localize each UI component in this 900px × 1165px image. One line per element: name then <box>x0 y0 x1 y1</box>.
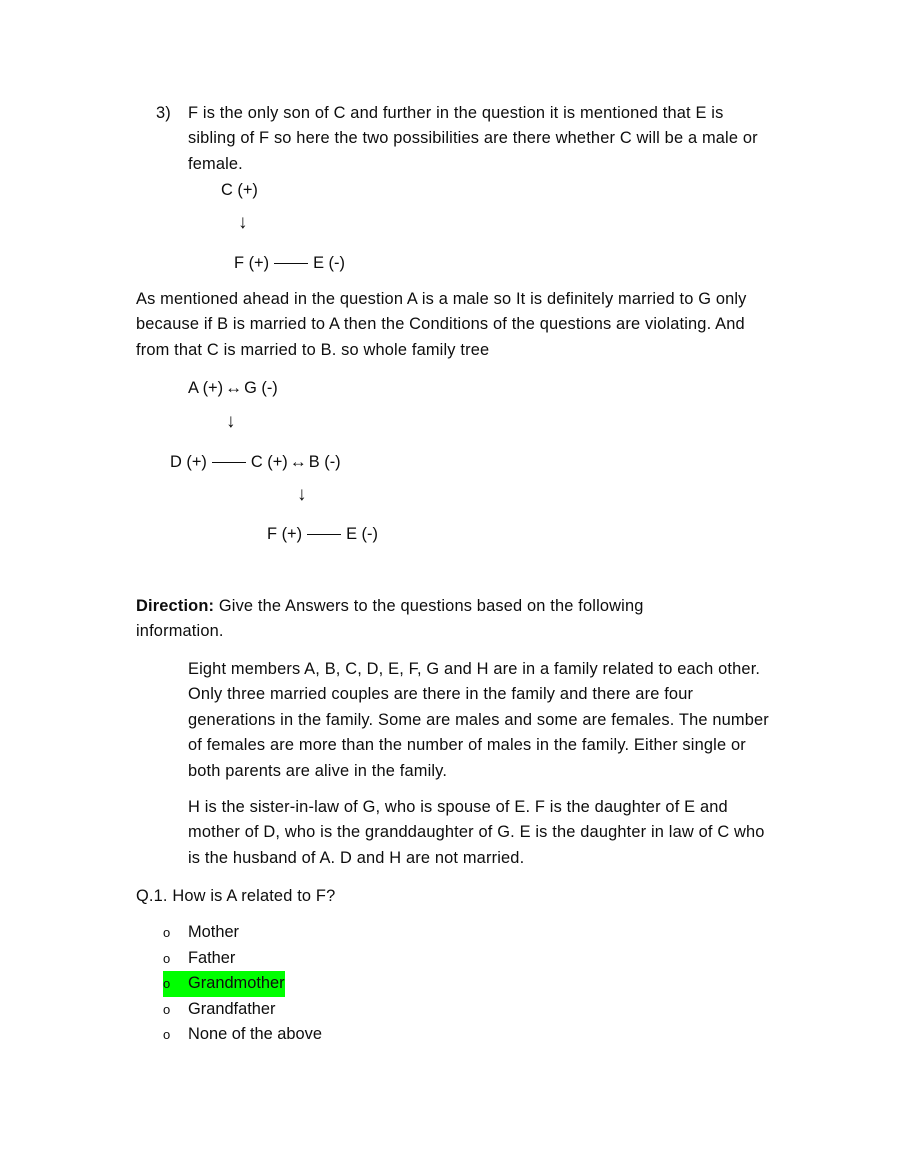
answer-option-grandfather[interactable] <box>163 997 563 1023</box>
arrow-down-glyph: ↓ <box>238 212 248 233</box>
diagram2-row-a-g <box>188 375 278 401</box>
marriage-link-c-b: ↔ <box>289 452 307 471</box>
diagram1-row-c <box>221 178 258 203</box>
option-row <box>163 946 563 972</box>
diagram2-arrow-down-1-icon <box>226 412 236 431</box>
diagram2-node-d: D (+) <box>170 453 207 471</box>
diagram2-node-g: G (-) <box>244 379 278 397</box>
bullet-circle-icon: o <box>163 1001 171 1017</box>
marriage-link-a-g: ↔ <box>225 378 243 397</box>
diagram2-row-d-c-b <box>170 449 341 475</box>
direction-text: Give the Answers to the questions based on the following information. <box>136 597 644 641</box>
diagram2-node-c: C (+) <box>250 453 288 471</box>
diagram1-node-c: C (+) <box>221 181 258 199</box>
diagram2-row-f-e <box>267 522 378 547</box>
option-label: Grandfather <box>188 999 276 1018</box>
option-row <box>163 920 563 946</box>
list-item-text: F is the only son of C and further in the question it is mentioned that E is sibling of F so here the two possibilities are there whether C will be a male or female. <box>188 104 758 173</box>
answer-option-mother[interactable] <box>163 920 563 946</box>
passage-paragraph-2: H is the sister-in-law of G, who is spouse of E. F is the daughter of E and mother of D, who is the granddaughter of G. E is the daughter in law of C who is the husband of A. D and H are not married. <box>188 798 765 867</box>
option-row <box>163 971 563 997</box>
option-row <box>163 1022 563 1048</box>
option-row <box>163 997 563 1023</box>
diagram1-row-f-e <box>234 251 345 276</box>
option-label: Mother <box>188 923 240 941</box>
direction-label: Direction: <box>136 597 215 615</box>
option-label: None of the above <box>188 1025 322 1044</box>
sibling-link-line <box>274 263 308 264</box>
passage-paragraph-1: Eight members A, B, C, D, E, F, G and H are in a family related to each other. Only three married couples are there in the family and there are four generations in the family. Some are males and some are females. The number of females are more than the number of males in the family. Either single or both parents are alive in the family. <box>188 660 769 780</box>
answer-option-grandmother[interactable] <box>163 971 285 997</box>
numbered-list-item-3 <box>156 101 764 177</box>
arrow-down-glyph: ↓ <box>226 411 236 432</box>
diagram2-arrow-down-2-icon <box>297 485 307 504</box>
list-marker: 3) <box>156 104 171 122</box>
diagram2-node-a: A (+) <box>188 379 224 397</box>
arrow-down-glyph: ↓ <box>297 484 307 505</box>
diagram1-node-f: F (+) <box>234 254 270 272</box>
answer-options-list <box>163 920 563 1048</box>
question-text: Q.1. How is A related to F? <box>136 887 336 905</box>
bullet-circle-icon: o <box>163 950 171 966</box>
bullet-circle-icon: o <box>163 1027 171 1043</box>
diagram2-node-b: B (-) <box>308 453 341 471</box>
sibling-link-line <box>307 534 341 535</box>
sibling-link-line <box>212 462 246 463</box>
answer-option-none-of-the-above[interactable] <box>163 1022 563 1048</box>
option-label: Grandmother <box>188 974 285 993</box>
diagram1-arrow-down-icon <box>238 213 248 232</box>
diagram1-node-e: E (-) <box>313 254 345 272</box>
direction-paragraph <box>136 594 696 645</box>
diagram2-node-f: F (+) <box>267 525 303 543</box>
bullet-circle-icon: o <box>163 925 171 940</box>
answer-option-father[interactable] <box>163 946 563 972</box>
bullet-circle-icon: o <box>163 976 171 992</box>
diagram2-node-e: E (-) <box>346 525 378 543</box>
paragraph-as-mentioned: As mentioned ahead in the question A is a male so It is definitely married to G only because if B is married to A then the Conditions of the questions are violating. And from that C is married to B. so whole family tree <box>136 290 747 359</box>
option-label: Father <box>188 948 236 967</box>
